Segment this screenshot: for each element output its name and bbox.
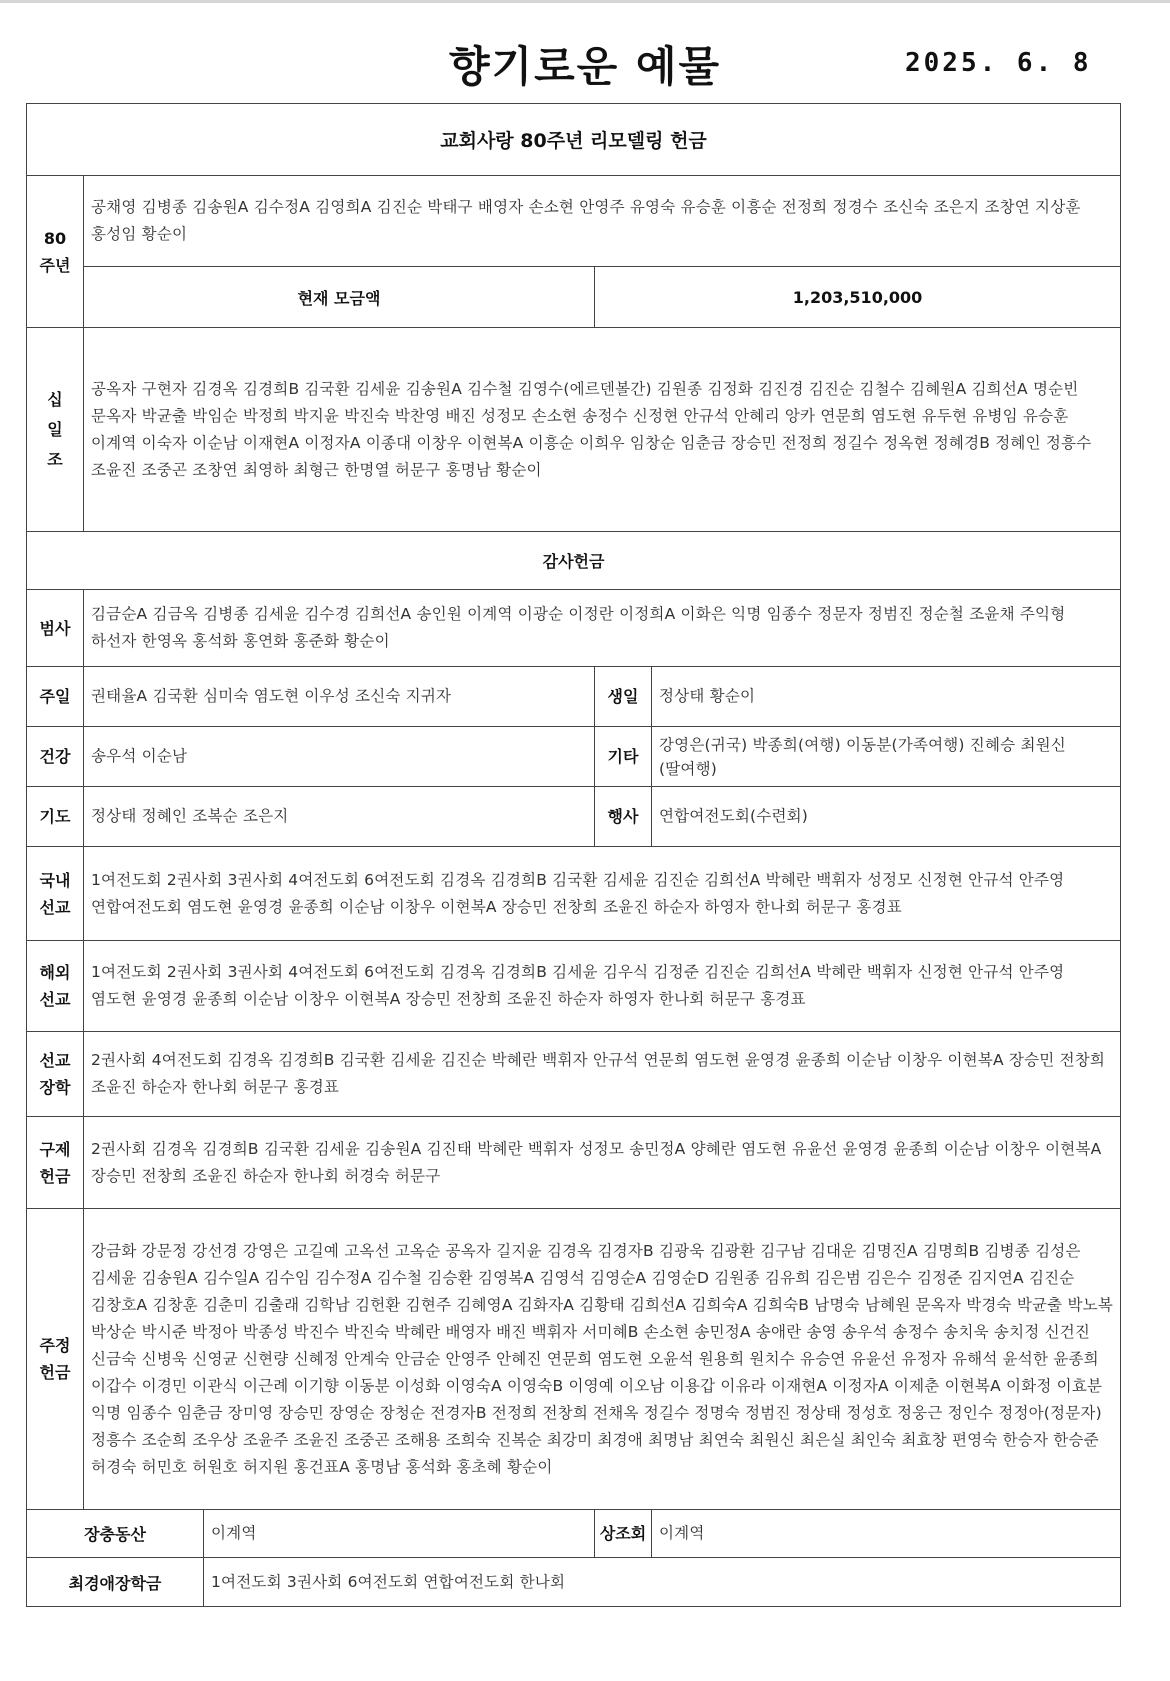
birthday-names: 정상태 황순이: [652, 667, 1121, 727]
scholarship-label: 선교 장학: [27, 1032, 84, 1117]
domestic-row: [27, 847, 1121, 941]
domestic-label: 국내 선교: [27, 847, 84, 941]
remodel-names-row: [27, 176, 1121, 267]
bumsa-label: 범사: [27, 590, 84, 667]
tithe-label: 십 일 조: [27, 328, 84, 532]
choi-scholarship-names: 1여전도회 3권사회 6여전도회 연합여전도회 한나회: [204, 1558, 1121, 1607]
prayer-names: 정상태 정혜인 조복순 조은지: [84, 787, 595, 847]
event-names: 연합여전도회(수련회): [652, 787, 1121, 847]
juil-row: [27, 667, 1121, 727]
juil-names: 권태율A 김국환 심미숙 염도현 이우성 조신숙 지귀자: [84, 667, 595, 727]
designated-label: 주정 헌금: [27, 1209, 84, 1510]
relief-label: 구제 헌금: [27, 1117, 84, 1209]
remodel-title-row: [27, 104, 1121, 176]
bumsa-names: 김금순A 김금옥 김병종 김세윤 김수경 김희선A 송인원 이계역 이광순 이정란 이정희A 이화은 익명 임종수 정문자 정범진 정순철 조윤채 주익형 하선자 한영옥 홍석화 홍연화 홍준화 황순이: [84, 590, 1121, 667]
prayer-row: [27, 787, 1121, 847]
overseas-names: 1여전도회 2권사회 3권사회 4여전도회 6여전도회 김경옥 김경희B 김세윤 김우식 김정준 김진순 김희선A 박혜란 백휘자 신정현 안규석 안주영 염도현 윤영경 윤종희 이순남 이창우 이현복A 장승민 전창희 조윤진 하순자 하영자 한나회 허문구 홍경표: [84, 941, 1121, 1032]
funeral-row: [27, 1510, 1121, 1558]
mutual-label: 상조회: [595, 1510, 652, 1558]
thanks-section-title: 감사헌금: [27, 532, 1121, 590]
top-border-line: [0, 0, 1170, 3]
domestic-names: 1여전도회 2권사회 3권사회 4여전도회 6여전도회 김경옥 김경희B 김국환 김세윤 김진순 김희선A 박혜란 백휘자 성정모 신정현 안규석 안주영 연합여전도회 염도현 윤영경 윤종희 이순남 이창우 이현복A 장승민 전창희 조윤진 하순자 하영자 한나회 허문구 홍경표: [84, 847, 1121, 941]
total-amount: 1,203,510,000: [595, 267, 1121, 328]
juil-label: 주일: [27, 667, 84, 727]
remodel-total-row: [27, 267, 1121, 328]
event-label: 행사: [595, 787, 652, 847]
health-label: 건강: [27, 727, 84, 787]
overseas-row: [27, 941, 1121, 1032]
health-row: [27, 727, 1121, 787]
total-label: 현재 모금액: [84, 267, 595, 328]
birthday-label: 생일: [595, 667, 652, 727]
bumsa-row: [27, 590, 1121, 667]
thanks-title-row: [27, 532, 1121, 590]
etc-names: 강영은(귀국) 박종희(여행) 이동분(가족여행) 진혜승 최원신(딸여행): [652, 727, 1121, 787]
funeral-label: 장충동산: [27, 1510, 204, 1558]
tithe-names: 공옥자 구현자 김경옥 김경희B 김국환 김세윤 김송원A 김수철 김영수(에르덴볼간) 김원종 김정화 김진경 김진순 김철수 김혜원A 김희선A 명순빈 문옥자 박균출 박임순 박정희 박지윤 박진숙 박찬영 배진 성정모 손소현 송정수 신정현 안규석 안혜리 앙카 연문희 염도현 유두현 유병임 유승훈 이계역 이숙자 이순남 이재현A 이정자A 이종대 이창우 이현복A 이흥순 이희우 임창순 임춘금 장승민 전정희 정길수 정옥현 정혜경B 정혜인 정흥수 조윤진 조중곤 조창연 최영하 최형근 한명열 허문구 홍명남 황순이: [84, 328, 1121, 532]
choi-scholarship-row: [27, 1558, 1121, 1607]
remodel-names: 공채영 김병종 김송원A 김수정A 김영희A 김진순 박태구 배영자 손소현 안영주 유영숙 유승훈 이흥순 전정희 정경수 조신숙 조은지 조창연 지상훈 홍성임 황순이: [84, 176, 1121, 267]
health-names: 송우석 이순남: [84, 727, 595, 787]
etc-label: 기타: [595, 727, 652, 787]
relief-row: [27, 1117, 1121, 1209]
scholarship-row: [27, 1032, 1121, 1117]
choi-scholarship-label: 최경애장학금: [27, 1558, 204, 1607]
designated-names: 강금화 강문정 강선경 강영은 고길예 고옥선 고옥순 공옥자 길지윤 김경옥 김경자B 김광욱 김광환 김구남 김대운 김명진A 김명희B 김병종 김성은 김세윤 김송원A 김수일A 김수임 김수정A 김수철 김승환 김영복A 김영석 김영순A 김영순D 김원종 김유희 김은범 김은수 김정준 김지연A 김진순 김창호A 김창훈 김춘미 김출래 김학남 김헌환 김현주 김혜영A 김화자A 김황태 김희선A 김희숙A 김희숙B 남명숙 남혜원 문옥자 박경숙 박균출 박노복 박상순 박시준 박정아 박종성 박진수 박진숙 박혜란 배영자 배진 백휘자 서미혜B 손소현 송민정A 송애란 송영 송우석 송정수 송치욱 송치정 신건진 신금숙 신병욱 신영균 신현량 신혜정 안계숙 안금순 안영주 안혜진 연문희 염도현 오윤석 원용희 원치수 유승연 유윤선 유정자 유해석 윤석한 윤종희 이갑수 이경민 이관식 이근례 이기향 이동분 이성화 이영숙A 이영숙B 이영예 이오남 이용갑 이유라 이재현A 이정자A 이제춘 이현복A 이화정 이효분 익명 임종수 임춘금 장미영 장승민 장영순 장청순 전경자B 전정희 전창희 전채옥 정길수 정명숙 정범진 정상태 정성호 정웅근 정인수 정정아(정문자) 정흥수 조순희 조우상 조윤주 조윤진 조중곤 조해용 조희숙 진복순 최강미 최경애 최명남 최연숙 최원신 최은실 최인숙 최효창 편영숙 한승자 한승준 허경숙 허민호 허원호 허지원 홍건표A 홍명남 홍석화 홍초혜 황순이: [84, 1209, 1121, 1510]
remodel-section-title: 교회사랑 80주년 리모델링 헌금: [27, 104, 1121, 176]
offering-table: [26, 103, 1121, 1607]
page-title: 향기로운 예물: [448, 42, 722, 91]
relief-names: 2권사회 김경옥 김경희B 김국환 김세윤 김송원A 김진태 박혜란 백휘자 성정모 송민정A 양혜란 염도현 유윤선 윤영경 윤종희 이순남 이창우 이현복A 장승민 전창희 조윤진 하순자 한나회 허경숙 허문구: [84, 1117, 1121, 1209]
tithe-row: [27, 328, 1121, 532]
funeral-names: 이계역: [204, 1510, 595, 1558]
mutual-names: 이계역: [652, 1510, 1121, 1558]
remodel-row-label: 80 주년: [27, 176, 84, 328]
overseas-label: 해외 선교: [27, 941, 84, 1032]
scholarship-names: 2권사회 4여전도회 김경옥 김경희B 김국환 김세윤 김진순 박혜란 백휘자 안규석 연문희 염도현 윤영경 윤종희 이순남 이창우 이현복A 장승민 전창희 조윤진 하순자 한나회 허문구 홍경표: [84, 1032, 1121, 1117]
date-label: 2025. 6. 8: [905, 48, 1092, 78]
prayer-label: 기도: [27, 787, 84, 847]
designated-row: [27, 1209, 1121, 1510]
